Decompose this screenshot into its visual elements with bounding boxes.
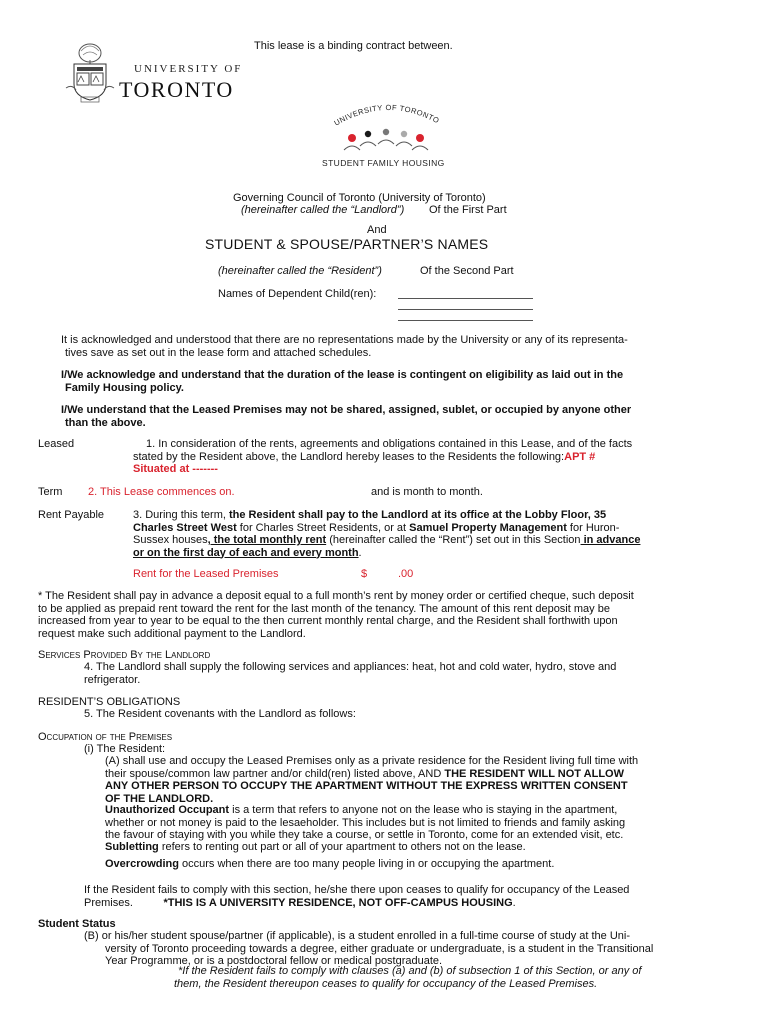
clause-a-line-2b: THE RESIDENT WILL NOT ALLOW: [444, 767, 624, 780]
uo-line-1-text: is a term that refers to anyone not on the lease who is staying in the apartment,: [229, 804, 618, 816]
eligibility-paragraph: [61, 369, 623, 394]
rent-line-4: [133, 547, 640, 560]
occupation-clause-a: [105, 755, 638, 805]
clause-a-line-1: (A) shall use and occupy the Leased Premises only as a private residence for the Resident living full time with: [105, 755, 639, 767]
eligibility-line-2: Family Housing policy.: [65, 381, 184, 394]
rent-amount[interactable]: .00: [398, 568, 414, 580]
leased-line-2-text: stated by the Resident above, the Landlord hereby leases to the Residents the following:: [133, 450, 565, 463]
deposit-line-3: increased from year to year to be equal to the then current monthly rental charge, and the Resident shall forthwith upon: [38, 615, 618, 627]
status-line-3: Year Programme, or is a postdoctoral fellow or medical postgraduate.: [105, 955, 443, 967]
rent-line-1b: the Resident shall pay to the Landlord at its office at the Lobby Floor, 35: [228, 509, 607, 521]
second-party-called: (hereinafter called the “Resident”): [218, 265, 382, 277]
uo-term: Unauthorized Occupant: [105, 804, 230, 816]
deposit-line-2: to be applied as prepaid rent toward the rent for the last month of the tenancy. The amount of this rent deposit may be: [38, 602, 610, 615]
first-party-line: Governing Council of Toronto (University of Toronto): [233, 192, 486, 204]
binding-note: This lease is a binding contract between.: [254, 40, 453, 52]
dependent-line-3[interactable]: [398, 320, 533, 321]
university-crest-logo: [64, 42, 116, 104]
rent-dollar: $: [361, 568, 368, 580]
university-residence-note: *THIS IS A UNIVERSITY RESIDENCE, NOT OFF-CAMPUS HOUSING: [163, 896, 513, 909]
status-line-1: (B) or his/her student spouse/partner (if applicable), is a student enrolled in a full-time course of study at the Uni-: [84, 930, 630, 942]
names-heading: STUDENT & SPOUSE/PARTNER’S NAMES: [205, 236, 489, 252]
deposit-line-1: * The Resident shall pay in advance a deposit equal to a full month’s rent by money order or certified cheque, such deposit: [38, 590, 634, 602]
shared-line-2: than the above.: [65, 416, 146, 429]
shared-paragraph: [61, 404, 631, 429]
housing-name: STUDENT FAMILY HOUSING: [322, 158, 445, 168]
clause-a-line-3: ANY OTHER PERSON TO OCCUPY THE APARTMENT WITHOUT THE EXPRESS WRITTEN CONSENT: [105, 780, 628, 792]
first-party-called: (hereinafter called the “Landlord”): [241, 204, 405, 216]
student-status-heading: Student Status: [38, 918, 116, 930]
unauthorized-occupant-def: [105, 804, 625, 842]
clause-a-line-2: [105, 768, 638, 781]
subletting-text: refers to renting out part or all of your apartment to others not on the lease.: [158, 841, 526, 853]
clause-a-line-4: OF THE LANDLORD.: [105, 792, 214, 805]
services-line-1: 4. The Landlord shall supply the following services and appliances: heat, hot and cold water, hydro, stove and: [84, 661, 617, 673]
subletting-def: [105, 841, 526, 853]
status-note: [174, 965, 641, 990]
services-line-2: refrigerator.: [84, 673, 141, 686]
month-to-month: and is month to month.: [371, 486, 483, 498]
uo-line-1: [105, 804, 625, 817]
failure-paragraph: [84, 884, 629, 909]
occupation-sub: (i) The Resident:: [84, 743, 166, 755]
uo-line-3: the favour of staying with you while they take a course, or settle in Toronto, come for an extended visit, etc.: [105, 829, 624, 841]
dependents-label: Names of Dependent Child(ren):: [218, 288, 377, 300]
first-day: or on the first day of each and every month: [133, 546, 359, 559]
status-line-2: versity of Toronto proceeding towards a degree, either graduate or undergraduate, is a student in the Transitional: [105, 942, 654, 955]
deposit-paragraph: [38, 590, 634, 640]
eligibility-line-1: I/We acknowledge and understand that the duration of the lease is contingent on eligibility as laid out in the: [61, 369, 624, 381]
leased-line-2: [133, 451, 632, 464]
leased-paragraph: [133, 438, 632, 476]
occupation-heading: Occupation of the Premises: [38, 731, 173, 743]
status-note-line-2: them, the Resident thereupon ceases to qualify for occupancy of the Leased Premises.: [174, 977, 598, 990]
samuel-management: Samuel Property Management: [409, 521, 567, 534]
university-name: TORONTO: [119, 77, 234, 102]
rent-line-1: [133, 509, 640, 522]
rent-label: Rent Payable: [38, 509, 105, 521]
shared-line-1: I/We understand that the Leased Premises may not be shared, assigned, sublet, or occupied by anyone other: [61, 404, 632, 416]
obligations-line: 5. The Resident covenants with the Landlord as follows:: [84, 708, 356, 720]
commencement-date[interactable]: 2. This Lease commences on.: [88, 486, 235, 498]
rent-line-2b: for Charles Street Residents, or at: [236, 521, 410, 534]
second-party-part: Of the Second Part: [420, 265, 514, 277]
student-status-paragraph: [84, 930, 653, 968]
rent-line-3c: (hereinafter called the “Rent”) set out in this Section: [326, 534, 581, 546]
in-advance: in advance: [580, 534, 641, 546]
first-party-part: Of the First Part: [429, 204, 507, 216]
clause-a-line-2a: their spouse/common law partner and/or child(ren) listed above, AND: [105, 767, 445, 780]
total-monthly-rent: , the total monthly rent: [207, 534, 327, 546]
obligations-heading: RESIDENT’S OBLIGATIONS: [38, 696, 181, 708]
failure-line-2a: Premises.: [84, 896, 164, 909]
leased-line-1: 1. In consideration of the rents, agreements and obligations contained in this Lease, and of the facts: [146, 438, 633, 450]
acknowledge-paragraph: [61, 334, 628, 359]
services-heading: Services Provided By the Landlord: [38, 649, 211, 661]
services-paragraph: [84, 661, 616, 686]
acknowledge-line-1: It is acknowledged and understood that there are no representations made by the University or any of its representa-: [61, 334, 628, 346]
term-label: Term: [38, 486, 63, 498]
overcrowding-term: Overcrowding: [105, 858, 179, 870]
rent-line-2: [133, 522, 640, 535]
rent-line-4b: .: [358, 546, 362, 559]
apt-number[interactable]: APT #: [564, 450, 596, 463]
rent-line-1a: 3. During this term,: [133, 509, 229, 521]
leased-rent-label: Rent for the Leased Premises: [133, 568, 279, 580]
and-text: And: [367, 224, 387, 236]
subletting-term: Subletting: [105, 841, 159, 853]
failure-line-2c: .: [512, 896, 516, 909]
status-note-line-1: *If the Resident fails to comply with clauses (a) and (b) of subsection 1 of this Section, or any of: [178, 965, 642, 977]
situated-at[interactable]: Situated at -------: [133, 463, 218, 475]
dependent-line-1[interactable]: [398, 298, 533, 299]
dependent-line-2[interactable]: [398, 309, 533, 310]
deposit-line-4: request make such additional payment to the Landlord.: [38, 627, 306, 640]
failure-line-2: [84, 897, 629, 910]
charles-street: Charles Street West: [133, 521, 237, 534]
acknowledge-line-2: tives save as set out in the lease form and attached schedules.: [65, 346, 372, 359]
sussex-houses: Sussex houses: [133, 534, 208, 546]
rent-line-2d: for Huron-: [566, 521, 620, 534]
overcrowding-text: occurs when there are too many people living in or occupying the apartment.: [178, 858, 555, 870]
overcrowding-def: [105, 858, 554, 870]
university-of-text: UNIVERSITY OF: [134, 63, 243, 75]
svg-text:UNIVERSITY OF TORONTO: [333, 103, 441, 128]
rent-paragraph: [133, 509, 640, 559]
uo-line-2: whether or not money is paid to the lesaeholder. This includes but is not limited to friends and family asking: [105, 816, 626, 829]
leased-label: Leased: [38, 438, 75, 450]
failure-line-1: If the Resident fails to comply with this section, he/she there upon ceases to qualify for occupancy of the Leased: [84, 884, 630, 896]
rent-line-3: [133, 534, 640, 547]
housing-arc-text: UNIVERSITY OF TORONTO: [332, 102, 441, 128]
